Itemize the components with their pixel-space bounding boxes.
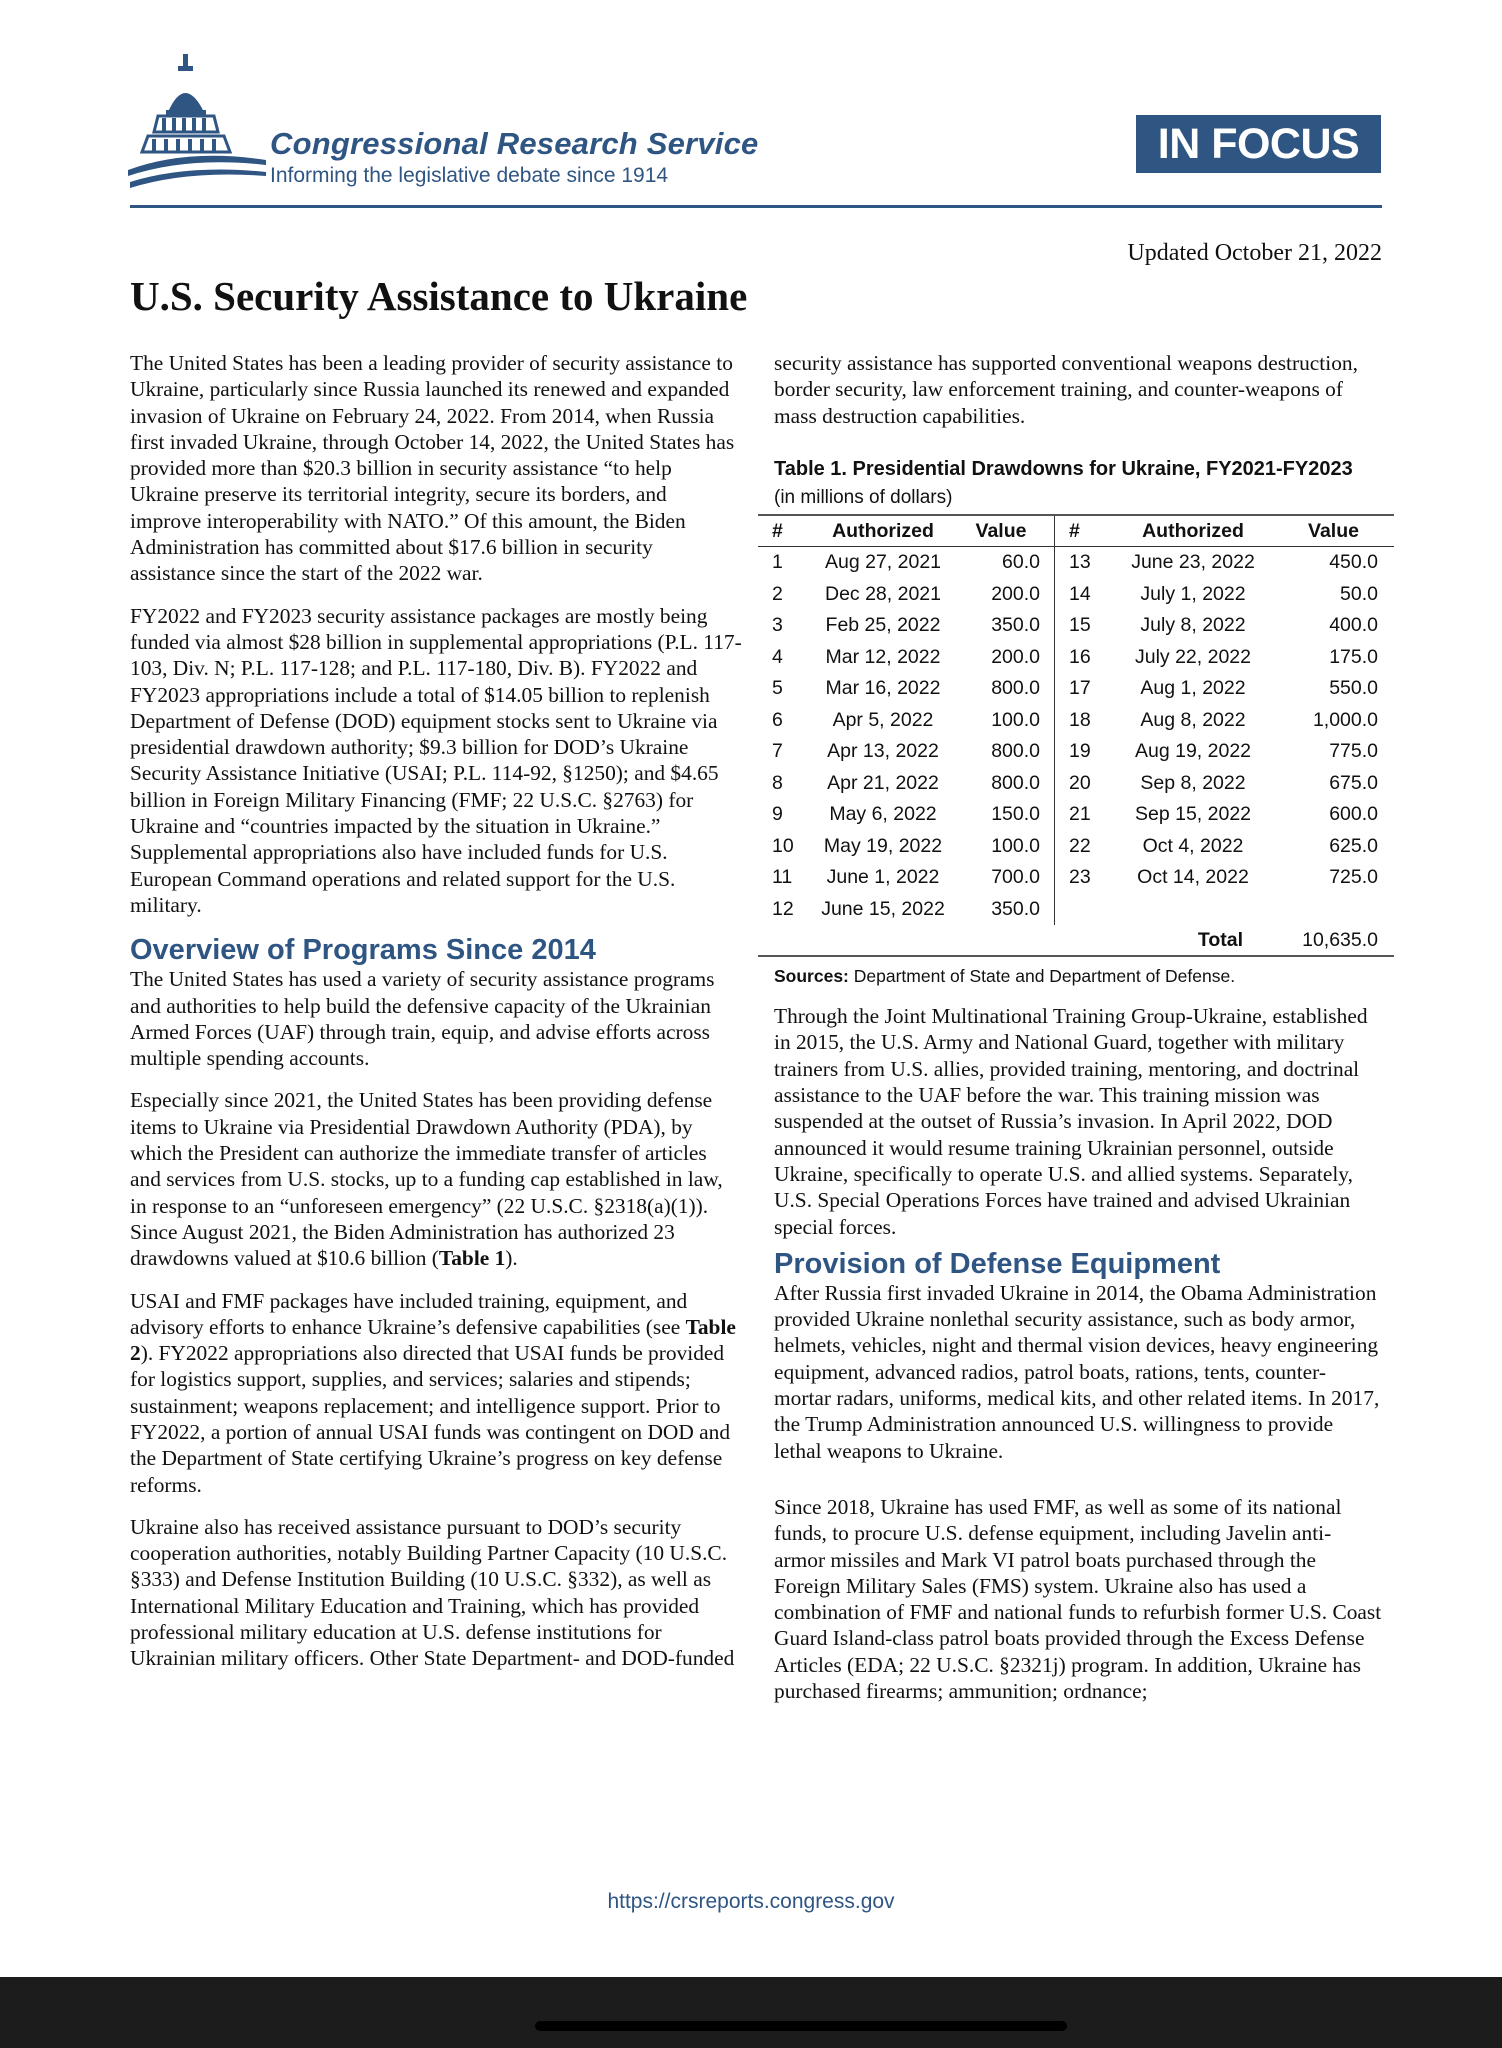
table-cell: Aug 19, 2022	[1134, 740, 1252, 763]
table-row	[758, 641, 1394, 673]
table-cell: 50.0	[1340, 582, 1378, 605]
table-cell: 11	[772, 866, 793, 889]
paragraph: Since 2018, Ukraine has used FMF, as well as some of its national funds, to procure U.S. defense equipment, including Javelin anti-armor missiles and Mark VI patrol boats purchased through the Foreign Military Sales (FMS) system. Ukraine also has used a combination of FMF and national funds to refurbish former U.S. Coast Guard Island-class patrol boats provided through the Excess Defense Articles (EDA; 22 U.S.C. §2321j) program. In addition, Ukraine has purchased firearms; ammunition; ordnance;	[774, 1494, 1382, 1704]
updated-date: Updated October 21, 2022	[1127, 240, 1382, 266]
column-header: Value	[1273, 515, 1394, 547]
column-header: #	[758, 515, 818, 547]
total-label: Total	[1197, 928, 1243, 951]
table-cell: 150.0	[948, 799, 1055, 831]
table-row	[758, 830, 1394, 862]
paragraph: The United States has used a variety of security assistance programs and authorities to help build the defensive capacity of the Ukrainian Armed Forces (UAF) through train, equip, and advise efforts across multiple spending accounts.	[130, 967, 715, 1071]
table-cell: Aug 27, 2021	[824, 551, 942, 574]
table-cell: 400.0	[1329, 614, 1378, 637]
table-row	[758, 893, 1394, 925]
table-total-row	[758, 925, 1394, 956]
table-cell: May 6, 2022	[829, 803, 937, 826]
table-cell: 5	[772, 677, 783, 700]
table-cell: 19	[1069, 740, 1091, 763]
header-divider	[130, 205, 1382, 208]
table-cell: 2	[772, 582, 783, 605]
table-cell: 175.0	[1329, 645, 1378, 668]
table-cell: 200.0	[948, 578, 1055, 610]
table-cell: 700.0	[948, 862, 1055, 894]
table-cell: Apr 21, 2022	[827, 771, 939, 794]
table-cell: 16	[1069, 645, 1091, 668]
paragraph: Through the Joint Multinational Training Group-Ukraine, established in 2015, the U.S. Army and National Guard, together with military trainers from U.S. allies, provided training, mentoring, and doctrinal assistance to the UAF before the war. This training mission was suspended at the outset of Russia’s invasion. In April 2022, DOD announced it would resume training Ukrainian personnel, outside Ukraine, specifically to operate U.S. and allied systems. Separately, U.S. Special Operations Forces have trained and advised Ukrainian special forces.	[774, 1004, 1368, 1239]
table-cell: July 8, 2022	[1140, 614, 1246, 637]
table-cell	[1113, 893, 1273, 925]
section-heading-provision: Provision of Defense Equipment	[774, 1247, 1221, 1280]
table-cell: Oct 14, 2022	[1137, 866, 1249, 889]
table-cell	[1055, 893, 1114, 925]
table-cell: Aug 1, 2022	[1140, 677, 1246, 700]
paragraph: USAI and FMF packages have included training, equipment, and advisory efforts to enhance Ukraine’s defensive capabilities (see Table 2). FY2022 appropriations also directed that USAI funds be provided for logistics support, supplies, and services; salaries and stipends; sustainment; weapons replacement; and intelligence support. Prior to FY2022, a portion of annual USAI funds was contingent on DOD and the Department of State certifying Ukraine’s progress on key defense reforms.	[130, 1288, 736, 1497]
table-cell: 100.0	[948, 704, 1055, 736]
system-bottom-bar	[0, 1977, 1502, 2048]
table-title: Table 1. Presidential Drawdowns for Ukraine, FY2021-FY2023	[774, 457, 1353, 480]
table-cell: 800.0	[948, 673, 1055, 705]
table-cell: July 22, 2022	[1134, 645, 1251, 668]
table-header-row	[758, 515, 1394, 547]
table-cell: Oct 4, 2022	[1142, 834, 1244, 857]
table-cell: Mar 12, 2022	[825, 645, 941, 668]
table-cell: June 23, 2022	[1131, 551, 1255, 574]
table-cell: Sep 15, 2022	[1134, 803, 1252, 826]
table-cell: Apr 5, 2022	[832, 708, 934, 731]
table-cell: 23	[1069, 866, 1091, 889]
table-cell: 9	[772, 803, 783, 826]
column-header: #	[1055, 515, 1114, 547]
table-cell: 17	[1069, 677, 1091, 700]
table-cell: 13	[1069, 551, 1091, 574]
table-cell: 625.0	[1329, 834, 1378, 857]
table-row	[758, 799, 1394, 831]
org-name: Congressional Research Service	[270, 126, 759, 161]
column-header: Authorized	[1113, 515, 1273, 547]
table-cell: 350.0	[948, 610, 1055, 642]
table-sources: Sources: Department of State and Department of Defense.	[774, 965, 1236, 986]
column-header: Value	[948, 515, 1055, 547]
capitol-dome-icon	[128, 52, 268, 192]
table-cell: 100.0	[948, 830, 1055, 862]
table-row	[758, 704, 1394, 736]
table-cell: May 19, 2022	[823, 834, 943, 857]
table-cell: Mar 16, 2022	[825, 677, 941, 700]
table-cell: Feb 25, 2022	[825, 614, 941, 637]
drawdowns-table	[758, 514, 1394, 957]
table-row	[758, 736, 1394, 768]
table-cell: Apr 13, 2022	[827, 740, 939, 763]
table-cell: 8	[772, 771, 783, 794]
table-cell: Sep 8, 2022	[1140, 771, 1246, 794]
paragraph: Ukraine also has received assistance pursuant to DOD’s security cooperation authorities, notably Building Partner Capacity (10 U.S.C. §333) and Defense Institution Building (10 U.S.C. §332), as well as International Military Education and Training, which has provided professional military education at U.S. defense institutions for Ukrainian military officers. Other State Department- and DOD-funded	[130, 1514, 735, 1671]
table-unit: (in millions of dollars)	[774, 486, 953, 508]
table-cell: 725.0	[1329, 866, 1378, 889]
column-header: Authorized	[818, 515, 948, 547]
table-cell: 20	[1069, 771, 1091, 794]
in-focus-badge: IN FOCUS	[1136, 115, 1381, 173]
right-column	[774, 350, 1382, 1720]
table-cell: 1,000.0	[1312, 708, 1378, 731]
table-cell: June 15, 2022	[821, 897, 945, 920]
table-cell: July 1, 2022	[1140, 582, 1246, 605]
table-cell: 12	[772, 897, 794, 920]
table-cell: Dec 28, 2021	[824, 582, 941, 605]
footer-url-link[interactable]: https://crsreports.congress.gov	[607, 1890, 895, 1913]
table-row	[758, 578, 1394, 610]
table-cell: 550.0	[1329, 677, 1378, 700]
section-heading-overview: Overview of Programs Since 2014	[130, 934, 596, 967]
table-row	[758, 673, 1394, 705]
table-row	[758, 546, 1394, 578]
paragraph: FY2022 and FY2023 security assistance packages are mostly being funded via almost $28 billion in supplemental appropriations (P.L. 117-103, Div. N; P.L. 117-128; and P.L. 117-180, Div. B). FY2022 and FY2023 appropriations include a total of $14.05 billion to replenish Department of Defense (DOD) equipment stocks sent to Ukraine via presidential drawdown authority; $9.3 billion for DOD’s Ukraine Security Assistance Initiative (USAI; P.L. 114-92, §1250); and $4.65 billion in Foreign Military Financing (FMF; 22 U.S.C. §2763) for Ukraine and “countries impacted by the situation in Ukraine.” Supplemental appropriations also have included funds for U.S. European Command operations and related support for the U.S. military.	[130, 603, 742, 917]
table-row	[758, 610, 1394, 642]
table-2-reference: Table 2	[130, 1314, 736, 1366]
table-row	[758, 862, 1394, 894]
table-cell: 21	[1069, 803, 1091, 826]
table-cell: 350.0	[948, 893, 1055, 925]
paragraph: The United States has been a leading provider of security assistance to Ukraine, particularly since Russia launched its renewed and expanded invasion of Ukraine on February 24, 2022. From 2014, when Russia first invaded Ukraine, through October 14, 2022, the United States has provided more than $20.3 billion in security assistance “to help Ukraine preserve its territorial integrity, secure its borders, and improve interoperability with NATO.” Of this amount, the Biden Administration has committed about $17.6 billion in security assistance since the start of the 2022 war.	[130, 351, 735, 586]
table-cell: 6	[772, 708, 783, 731]
document-title: U.S. Security Assistance to Ukraine	[130, 273, 748, 319]
table-cell: 600.0	[1329, 803, 1378, 826]
table-cell	[1273, 893, 1394, 925]
total-value: 10,635.0	[1302, 928, 1378, 951]
home-indicator[interactable]	[535, 2021, 1067, 2031]
paragraph: security assistance has supported conventional weapons destruction, border security, law enforcement training, and counter-weapons of mass destruction capabilities.	[774, 351, 1358, 428]
paragraph: After Russia first invaded Ukraine in 2014, the Obama Administration provided Ukraine nonlethal security assistance, such as body armor, helmets, vehicles, night and thermal vision devices, heavy engineering equipment, advanced radios, patrol boats, rations, tents, counter-mortar radars, uniforms, medical kits, and other related items. In 2017, the Trump Administration announced U.S. willingness to provide lethal weapons to Ukraine.	[774, 1280, 1380, 1463]
table-cell: 14	[1069, 582, 1091, 605]
table-cell: 7	[772, 740, 783, 763]
table-cell: 15	[1069, 614, 1091, 637]
crs-logo	[128, 52, 808, 202]
table-row	[758, 767, 1394, 799]
table-cell: 675.0	[1329, 771, 1378, 794]
table-cell: June 1, 2022	[826, 866, 940, 889]
table-cell: 4	[772, 645, 783, 668]
table-cell: 60.0	[948, 546, 1055, 578]
paragraph: Especially since 2021, the United States has been providing defense items to Ukraine via Presidential Drawdown Authority (PDA), by which the President can authorize the immediate transfer of articles and services from U.S. stocks, up to a funding cap established in law, in response to an “unforeseen emergency” (22 U.S.C. §2318(a)(1)). Since August 2021, the Biden Administration has authorized 23 drawdowns valued at $10.6 billion (Table 1).	[130, 1088, 723, 1271]
table-cell: 800.0	[948, 767, 1055, 799]
table-cell: 3	[772, 614, 783, 637]
table-cell: Aug 8, 2022	[1140, 708, 1246, 731]
table-cell: 22	[1069, 834, 1091, 857]
org-tagline: Informing the legislative debate since 1914	[270, 164, 669, 187]
table-cell: 450.0	[1329, 551, 1378, 574]
table-cell: 18	[1069, 708, 1091, 731]
table-cell: 800.0	[948, 736, 1055, 768]
table-cell: 775.0	[1329, 740, 1378, 763]
table-cell: 10	[772, 834, 794, 857]
table-cell: 1	[772, 551, 783, 574]
left-column	[130, 350, 742, 1688]
table-cell: 200.0	[948, 641, 1055, 673]
table-1-reference: Table 1	[438, 1246, 506, 1271]
